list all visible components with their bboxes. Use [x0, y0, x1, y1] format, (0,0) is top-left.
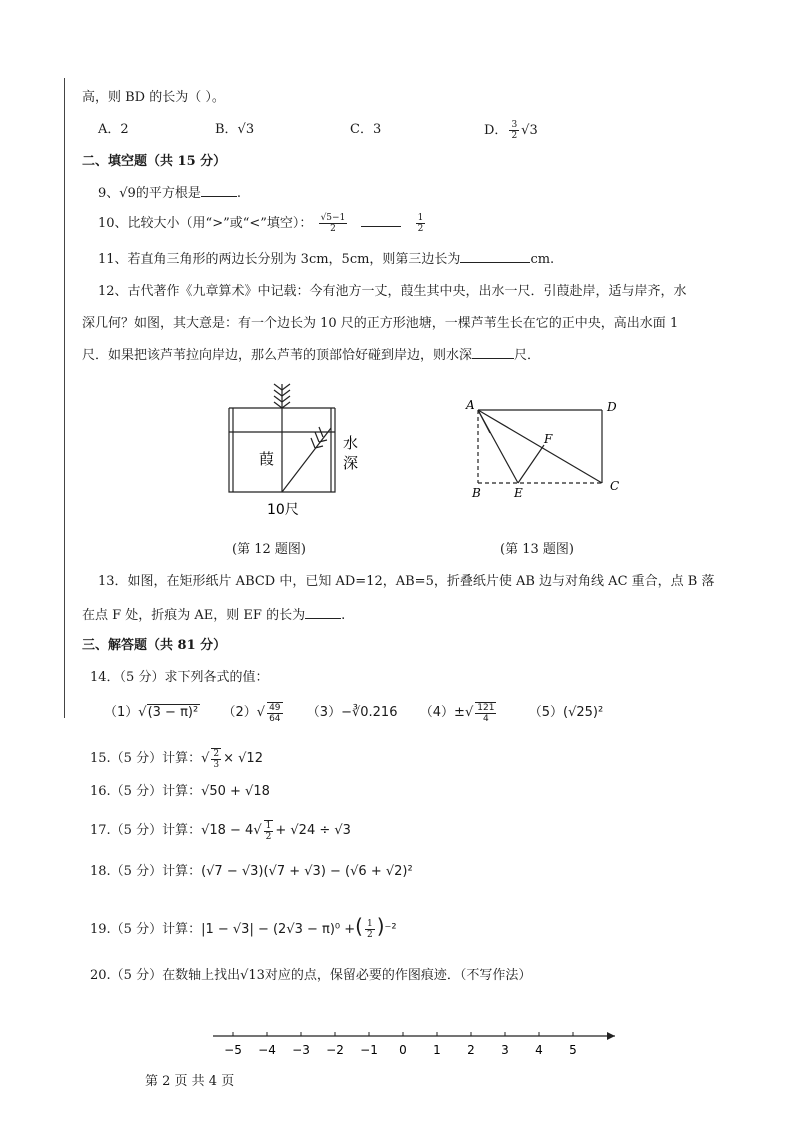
question-9: 9、√9的平方根是 . — [98, 182, 241, 204]
figure-13-rectangle — [462, 395, 632, 505]
q8-option-b: B．√3 — [215, 122, 255, 137]
number-line-arrow — [607, 1032, 615, 1040]
question-12-line-3: 尺．如果把该芦苇拉向岸边，那么芦苇的顶部恰好碰到岸边，则水深 尺． — [82, 344, 540, 366]
point-a: A — [466, 398, 475, 412]
label-width: 10尺 — [267, 502, 299, 518]
number-line-tick-label: −4 — [258, 1043, 276, 1057]
point-d: D — [607, 400, 617, 414]
figure-13-caption: (第 13 题图) — [500, 542, 574, 557]
point-f: F — [544, 432, 553, 446]
question-16: 16.（5 分）计算：√50 + √18 — [90, 784, 270, 799]
question-14: 14．（5 分）求下列各式的值： — [90, 670, 269, 685]
section-2-title: 二、填空题（共 15 分） — [82, 154, 227, 169]
question-15: 15.（5 分）计算：√ $\frac{2}{3}$ × √12 — [90, 748, 263, 770]
number-line-tick-label: 4 — [535, 1043, 543, 1057]
question-10: 10、比较大小（用“>”或“<”填空）： $\frac{√5-1}{2}$ $\frac{1}{2}$ — [98, 213, 424, 234]
q8-option-c: C．3 — [350, 122, 382, 137]
number-line-tick-label: −3 — [292, 1043, 310, 1057]
q8-option-d: D． $\frac{3}{2}$ √3 — [484, 120, 538, 141]
question-12-line-2: 深几何？如图，其大意是：有一个边长为 10 尺的正方形池塘，一棵芦苇生长在它的正中央，高出水面 1 — [82, 316, 679, 331]
figure-12-caption: (第 12 题图) — [232, 542, 306, 557]
answer-blank — [472, 344, 514, 359]
answer-blank — [460, 248, 530, 263]
segment-ef — [518, 445, 544, 483]
point-b: B — [472, 486, 481, 500]
label-shen: 深 — [343, 454, 359, 472]
number-line-tick-label: 1 — [433, 1043, 441, 1057]
number-line — [205, 1024, 625, 1064]
question-14-parts: （1）√(3 − π)² （2）√ $\frac{49}{64}$ （3）−∛0.216 （4）±√ $\frac{121}{4}$ （5）(√25)² — [104, 702, 604, 724]
number-line-tick-label: 0 — [399, 1043, 407, 1057]
question-13-line-1: 13．如图，在矩形纸片 ABCD 中，已知 AD=12，AB=5，折叠纸片使 AB 边与对角线 AC 重合，点 B 落 — [98, 574, 715, 589]
q8-option-a: A．2 — [98, 122, 129, 137]
page-footer: 第 2 页 共 4 页 — [145, 1074, 235, 1089]
answer-blank — [361, 212, 401, 227]
point-c: C — [610, 479, 620, 493]
question-13-line-2: 在点 F 处，折痕为 AE，则 EF 的长为 . — [82, 604, 345, 626]
number-line-tick-label: 5 — [569, 1043, 577, 1057]
label-shui: 水 — [343, 434, 359, 452]
number-line-tick-label: −5 — [224, 1043, 242, 1057]
label-jia: 葭 — [259, 450, 275, 468]
number-line-tick-label: 3 — [501, 1043, 509, 1057]
answer-blank — [201, 182, 237, 197]
figure-12-pond — [215, 380, 365, 520]
point-e: E — [514, 486, 523, 500]
question-19: 19.（5 分）计算：|1 − √3| − (2√3 − π)⁰ +( $\frac{1}{2}$ )⁻² — [90, 914, 397, 940]
section-3-title: 三、解答题（共 81 分） — [82, 638, 227, 653]
question-20: 20.（5 分）在数轴上找出√13对应的点，保留必要的作图痕迹．（不写作法） — [90, 968, 532, 983]
answer-blank — [305, 604, 341, 619]
diagonal-ac — [478, 410, 602, 483]
question-11: 11、若直角三角形的两边长分别为 3cm，5cm，则第三边长为 cm. — [98, 248, 554, 270]
number-line-tick-label: −1 — [360, 1043, 378, 1057]
question-17: 17.（5 分）计算：√18 − 4√ $\frac{1}{2}$ + √24 ÷ √3 — [90, 820, 351, 842]
question-12-line-1: 12、古代著作《九章算术》中记载：今有池方一丈，葭生其中央，出水一尺．引葭赴岸，适与岸齐，水 — [98, 284, 687, 299]
number-line-tick-label: 2 — [467, 1043, 475, 1057]
number-line-tick-label: −2 — [326, 1043, 344, 1057]
q8-stem-tail: 高，则 BD 的长为（ ）。 — [82, 90, 225, 105]
reed-bent — [282, 428, 331, 492]
margin-line — [64, 78, 65, 718]
question-18: 18.（5 分）计算：(√7 − √3)(√7 + √3) − (√6 + √2)² — [90, 864, 413, 879]
